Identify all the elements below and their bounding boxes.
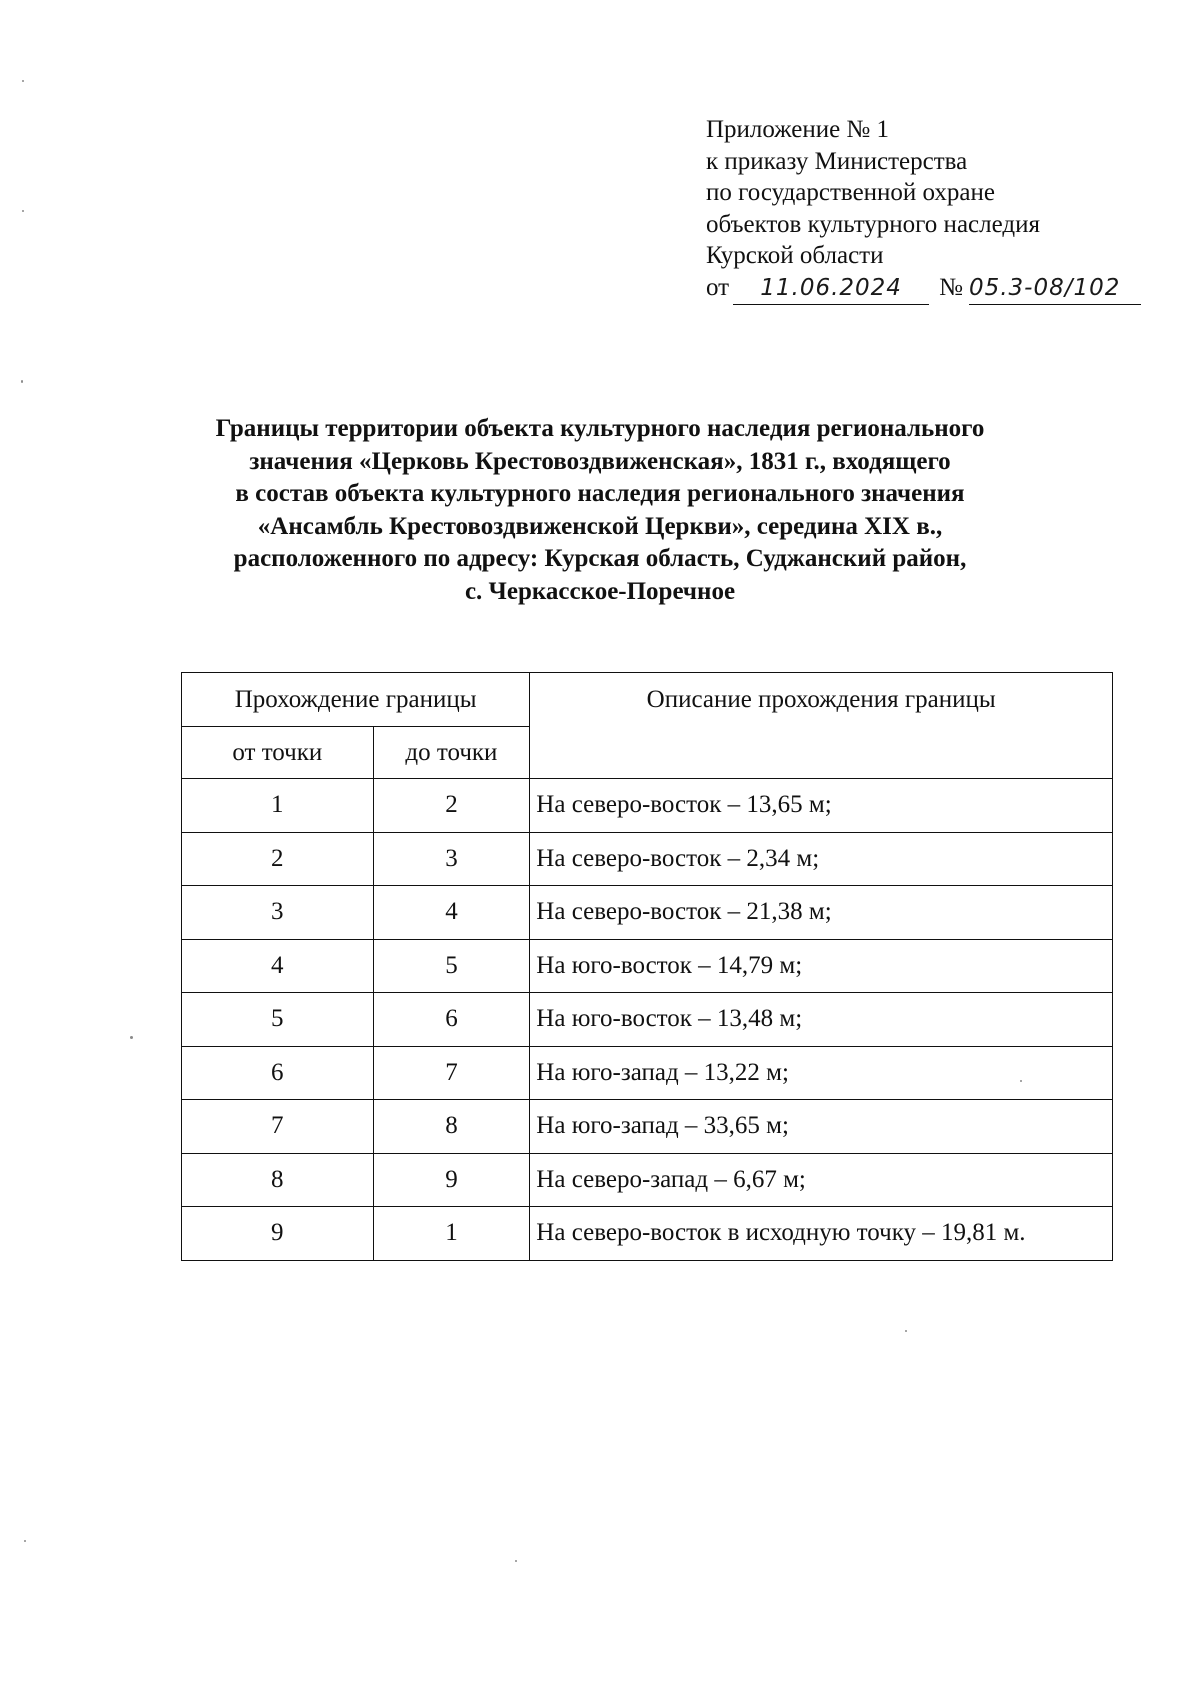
date-prefix: от	[706, 273, 730, 301]
title-line: «Ансамбль Крестовоздвиженской Церкви», середина XIX в.,	[257, 512, 943, 540]
from-point-cell: 9	[182, 1207, 374, 1261]
description-cell: На северо-восток – 21,38 м;	[530, 886, 1113, 940]
table-row	[182, 886, 1113, 940]
from-point-cell: 5	[182, 993, 374, 1047]
order-reference-line	[706, 274, 1141, 301]
title-line: расположенного по адресу: Курская область, Суджанский район,	[233, 545, 967, 572]
appendix-line: объектов культурного наследия	[706, 210, 1040, 238]
to-point-cell: 8	[373, 1100, 530, 1154]
description-cell: На юго-восток – 13,48 м;	[530, 993, 1113, 1047]
to-point-cell: 3	[373, 832, 530, 886]
to-point-cell: 6	[373, 993, 530, 1047]
scan-speck	[22, 80, 24, 82]
header-to-point: до точки	[373, 727, 530, 779]
from-point-cell: 7	[182, 1100, 374, 1154]
description-cell: На юго-восток – 14,79 м;	[530, 939, 1113, 993]
to-point-cell: 4	[373, 886, 530, 940]
to-point-cell: 9	[373, 1153, 530, 1207]
from-point-cell: 3	[182, 886, 374, 940]
header-boundary-passage: Прохождение границы	[182, 673, 530, 727]
table-row	[182, 939, 1113, 993]
table-row	[182, 1153, 1113, 1207]
title-line: Границы территории объекта культурного наследия регионального	[215, 415, 985, 442]
boundary-table	[181, 672, 1113, 1261]
to-point-cell: 2	[373, 779, 530, 833]
description-cell: На северо-восток – 13,65 м;	[530, 779, 1113, 833]
from-point-cell: 4	[182, 939, 374, 993]
to-point-cell: 5	[373, 939, 530, 993]
table-row	[182, 779, 1113, 833]
appendix-block	[706, 114, 1176, 305]
description-cell: На северо-запад – 6,67 м;	[530, 1153, 1113, 1207]
from-point-cell: 2	[182, 832, 374, 886]
table-header-row	[182, 673, 1113, 727]
description-cell: На юго-запад – 33,65 м;	[530, 1100, 1113, 1154]
title-line: значения «Церковь Крестовоздвиженская», 1831 г., входящего	[249, 447, 951, 475]
to-point-cell: 1	[373, 1207, 530, 1261]
header-description: Описание прохождения границы	[530, 673, 1113, 779]
table-row	[182, 993, 1113, 1047]
description-cell: На северо-восток в исходную точку – 19,81 м.	[530, 1207, 1113, 1261]
scan-speck	[905, 1330, 907, 1332]
from-point-cell: 1	[182, 779, 374, 833]
appendix-line: Приложение № 1	[706, 116, 890, 143]
description-cell: На юго-запад – 13,22 м;	[530, 1046, 1113, 1100]
title-line: в состав объекта культурного наследия регионального значения	[235, 480, 965, 507]
header-from-point: от точки	[182, 727, 374, 779]
from-point-cell: 8	[182, 1153, 374, 1207]
appendix-line: к приказу Министерства	[706, 147, 968, 175]
appendix-line: по государственной охране	[706, 179, 996, 206]
handwritten-order-number: 05.3-08/102	[969, 273, 1141, 306]
from-point-cell: 6	[182, 1046, 374, 1100]
scan-speck	[22, 210, 24, 212]
to-point-cell: 7	[373, 1046, 530, 1100]
table-row	[182, 1046, 1113, 1100]
description-cell: На северо-восток – 2,34 м;	[530, 832, 1113, 886]
table-row	[182, 1207, 1113, 1261]
number-prefix: №	[939, 273, 963, 301]
scan-speck	[1020, 1080, 1022, 1082]
table-row	[182, 1100, 1113, 1154]
document-title	[150, 413, 1050, 608]
handwritten-date: 11.06.2024	[733, 273, 929, 306]
appendix-line: Курской области	[706, 242, 884, 269]
scan-speck	[515, 1560, 517, 1562]
table-row	[182, 832, 1113, 886]
title-line: с. Черкасское-Поречное	[464, 577, 736, 605]
scan-speck	[21, 380, 23, 383]
scan-speck	[130, 1036, 133, 1039]
scan-speck	[24, 1540, 26, 1542]
